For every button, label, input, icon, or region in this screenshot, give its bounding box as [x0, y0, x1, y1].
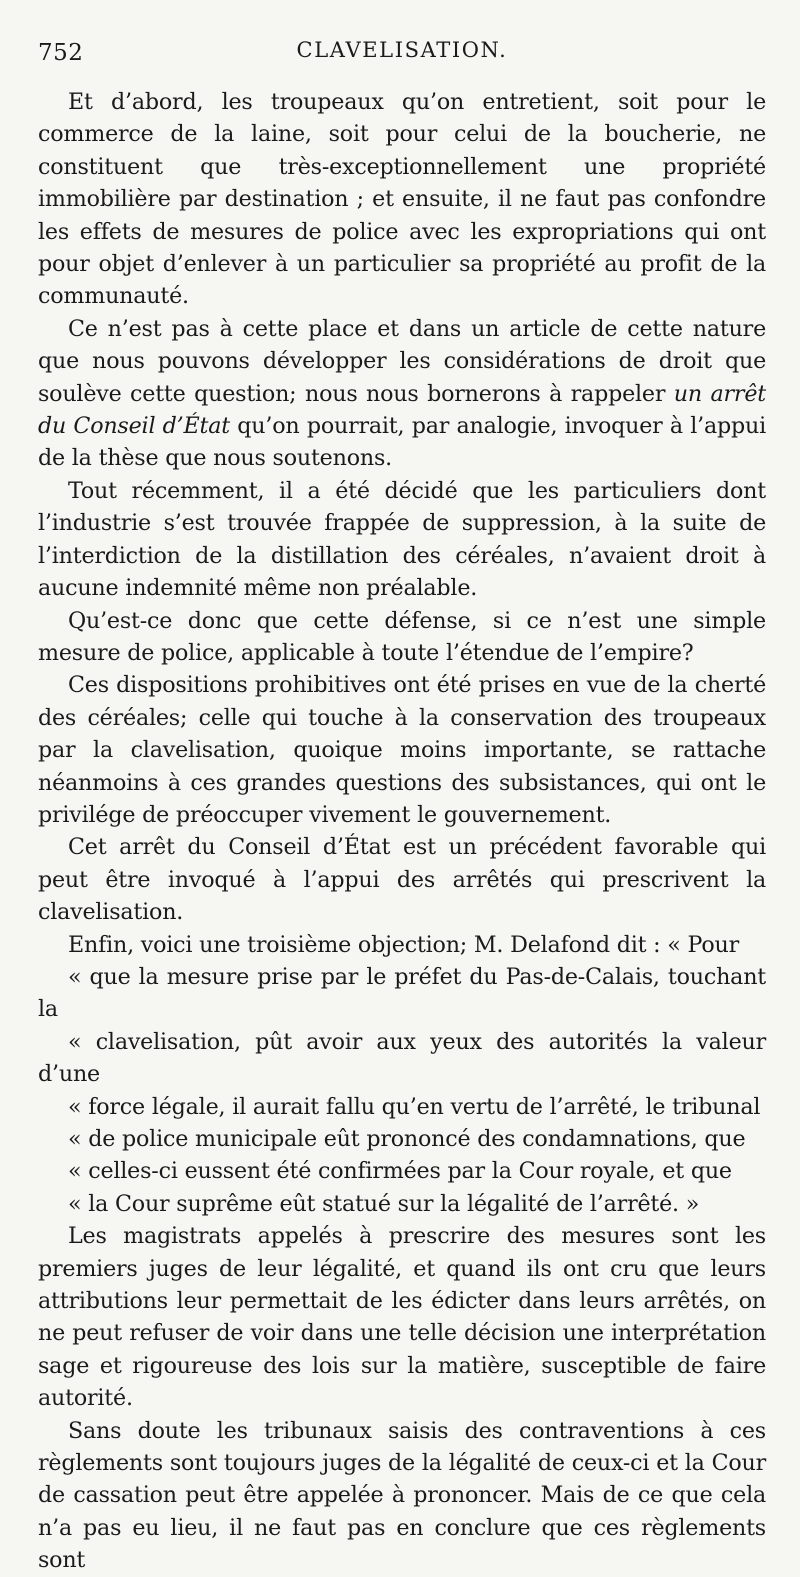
quote-line: « celles-ci eussent été confirmées par la Cour royale, et que — [68, 1158, 732, 1185]
paragraph-8: Les magistrats appelés à prescrire des mesures sont les premiers juges de leur légalité, et quand ils ont cru que leurs attributions leur permettait de les édicter dans leurs arrêtés, on ne peut refuser de voir dans une telle décision une interprétation sage et rigoureuse des lois sur la matière, susceptible de faire autorité. — [38, 1223, 766, 1412]
italic-citation: un arrêt du Conseil d’État — [38, 380, 766, 440]
paragraph-6: Cet arrêt du Conseil d’État est un précédent favorable qui peut être invoqué à l’appui des arrêtés qui prescrivent la clavelisation. — [38, 834, 766, 926]
quote-line: « force légale, il aurait fallu qu’en vertu de l’arrêté, le tribunal — [68, 1093, 761, 1120]
page-header-title: CLAVELISATION. — [296, 38, 508, 62]
paragraph-2-text-after: qu’on pourrait, par analogie, invoquer à l’appui de la thèse que nous soutenons. — [38, 413, 766, 472]
paragraph-9: Sans doute les tribunaux saisis des contraventions à ces règlements sont toujours juges de la légalité de ceux-ci et la Cour de cassation peut être appelée à prononcer. Mais de ce que cela n’a pas eu lieu, il ne faut pas en conclure que ces règlements sont — [38, 1417, 766, 1574]
running-head — [38, 30, 766, 74]
paragraph-5: Ces dispositions prohibitives ont été prises en vue de la cherté des céréales; celle qui touche à la conservation des troupeaux par la clavelisation, quoique moins importante, se rattache néanmoins à ces grandes questions des subsistances, qui ont le privilége de préoccuper vivement le gouvernement. — [38, 672, 766, 828]
quote-line: « que la mesure prise par le préfet du Pas-de-Calais, touchant la — [38, 963, 766, 1023]
quote-line: « de police municipale eût prononcé des condamnations, que — [68, 1126, 746, 1152]
paragraph-4: Qu’est-ce donc que cette défense, si ce n’est une simple mesure de police, applicable à toute l’étendue de l’empire? — [38, 607, 766, 666]
page-number: 752 — [38, 40, 84, 66]
paragraph-2 — [38, 313, 766, 475]
paragraph-1: Et d’abord, les troupeaux qu’on entretient, soit pour le commerce de la laine, soit pour celui de la boucherie, ne constituent que très-exceptionnellement une propriété immobilière par destination ; et ensuite, il ne faut pas confondre les effets de mesures de police avec les expropriations qui ont pour objet d’enlever à un particulier sa propriété au profit de la communauté. — [38, 89, 766, 310]
quote-line: Enfin, voici une troisième objection; M. Delafond dit : « Pour — [68, 931, 740, 958]
paragraph-2-text-before: Ce n’est pas à cette place et dans un article de cette nature que nous pouvons développer les considérations de droit que soulève cette question; nous nous bornerons à rappeler — [38, 315, 766, 407]
paragraph-7-quotation — [38, 929, 766, 1221]
body-text — [38, 86, 766, 1577]
quote-line: « la Cour suprême eût statué sur la légalité de l’arrêté. » — [68, 1190, 700, 1217]
paragraph-3: Tout récemment, il a été décidé que les particuliers dont l’industrie s’est trouvée frappée de suppression, à la suite de l’interdiction de la distillation des céréales, n’avaient droit à aucune indemnité même non préalable. — [38, 477, 766, 602]
quote-line: « clavelisation, pût avoir aux yeux des autorités la valeur d’une — [38, 1028, 766, 1088]
